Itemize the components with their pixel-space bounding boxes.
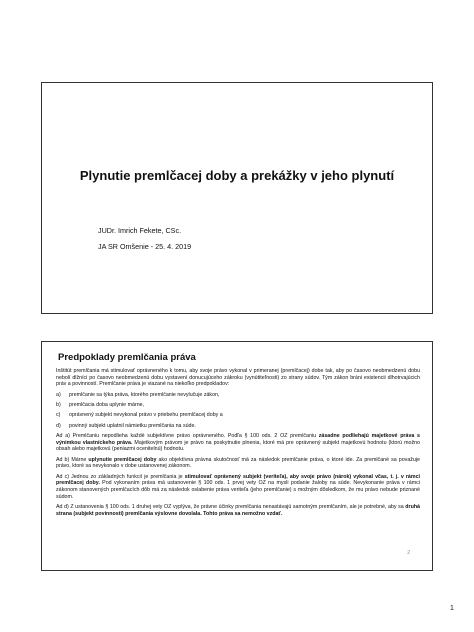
list-item bbox=[56, 402, 420, 409]
list-item bbox=[56, 392, 420, 399]
paragraph-ad-a bbox=[56, 433, 420, 453]
list-marker: b) bbox=[56, 402, 61, 408]
list-marker: d) bbox=[56, 422, 61, 429]
content-slide bbox=[41, 341, 433, 571]
list-marker: c) bbox=[56, 412, 61, 419]
list-item-text: premlčacia doba uplynie márne, bbox=[69, 402, 145, 408]
list-item bbox=[56, 423, 420, 430]
bold-text: uplynutie premlčacej doby bbox=[88, 456, 157, 463]
text-span: Ad d) Z ustanovenia § 100 ods. 1 druhej vety OZ vyplýva, že právne účinky premlčania nenastávajú samotným premlčaním, ale je potrebné, aby sa bbox=[56, 504, 406, 510]
list-item-text: oprávnený subjekt nevykonal právo v priebehu premlčacej doby a bbox=[69, 412, 223, 419]
text-span: Pod vykonaním práva má ustanovenie § 100 ods. 1 prvej vety OZ na mysli podanie žaloby na súde. Nevykonanie práva v rámci zákonom stanovených premlčacích dôb má za následok oslabenie práva veriteľa (jeho premlčanie) s možným dôsledkom, že mu právo nebude priznané súdom. bbox=[56, 480, 420, 500]
event-info: JA SR Omšenie - 25. 4. 2019 bbox=[98, 242, 192, 251]
paragraph-ad-b bbox=[56, 457, 420, 470]
slide-number: 2 bbox=[407, 550, 410, 556]
list-item bbox=[56, 412, 420, 419]
text-span: ako objektívna právna skutočnosť má za následok premlčanie práva, o ktoré ide. Za premlčané sa považuje právo, ktoré sa nevykonalo v dobe ustanovenej zákonom. bbox=[56, 456, 420, 470]
text-span: Majetkovým právom je právo na poskytnutie plnenia, ktoré má pre oprávnený subjekt majetkovú hodnotu (ktorú možno obsah alebo majetkovú (peniazmi ocenitelnú) hodnotu. bbox=[56, 439, 420, 453]
text-span: Ad b) Márne bbox=[56, 456, 89, 463]
bold-text: zásadne podliehajú majetkové práva s výnimkou vlastníckeho práva. bbox=[56, 432, 420, 446]
page-number: 1 bbox=[450, 605, 454, 612]
author-name: JUDr. Imrich Fekete, CSc. bbox=[98, 226, 182, 235]
bold-text: druhá strana (subjekt povinnosti) premlčania výslovne dovolala. Tohto práva sa nemožno vzdať. bbox=[56, 504, 420, 517]
list-item-text: povinný subjekt uplatnil námietku premlčania na súde. bbox=[69, 422, 196, 429]
intro-paragraph: Inštitút premlčania má stimulovať oprávneného k tomu, aby svoje právo vykonal v primeranej (premlčacej) dobe tak, aby po časovo neobmedzenú dobu nebolí dlžníci po časovo neobmedzenú dobu vystavení donucujúceho zákroku (vynútiteľnosti) zo strany súdov. Tým zákon bráni existencii dlhotrvajúcich práv a povinností. Premlčanie práva je viazané na niekoľko predpokladov: bbox=[56, 368, 420, 388]
title-slide bbox=[41, 82, 433, 314]
presentation-title: Plynutie premlčacej doby a prekážky v jeho plynutí bbox=[79, 168, 395, 183]
slide-heading: Predpoklady premlčania práva bbox=[58, 352, 196, 363]
paragraph-ad-c bbox=[56, 474, 420, 501]
list-marker: a) bbox=[56, 391, 61, 398]
paragraph-ad-d bbox=[56, 504, 420, 517]
slide-body bbox=[56, 368, 420, 521]
text-span: Ad a) Premlčaniu nepodlieha každé subjektívne právo oprávneného. Podľa § 100 ods. 2 OZ premlčaniu bbox=[56, 432, 319, 439]
list-item-text: premlčanie sa týka práva, ktorého premlčanie nevylučuje zákon, bbox=[69, 391, 220, 398]
bold-text: stimulovať oprávnený subjekt (veriteľa), aby svoje právo (nárok) vykonal včas, t. j. v rámci premlčacej doby. bbox=[56, 473, 420, 487]
text-span: Ad c) Jednou zo základných funkcií je premlčania je bbox=[56, 473, 185, 480]
